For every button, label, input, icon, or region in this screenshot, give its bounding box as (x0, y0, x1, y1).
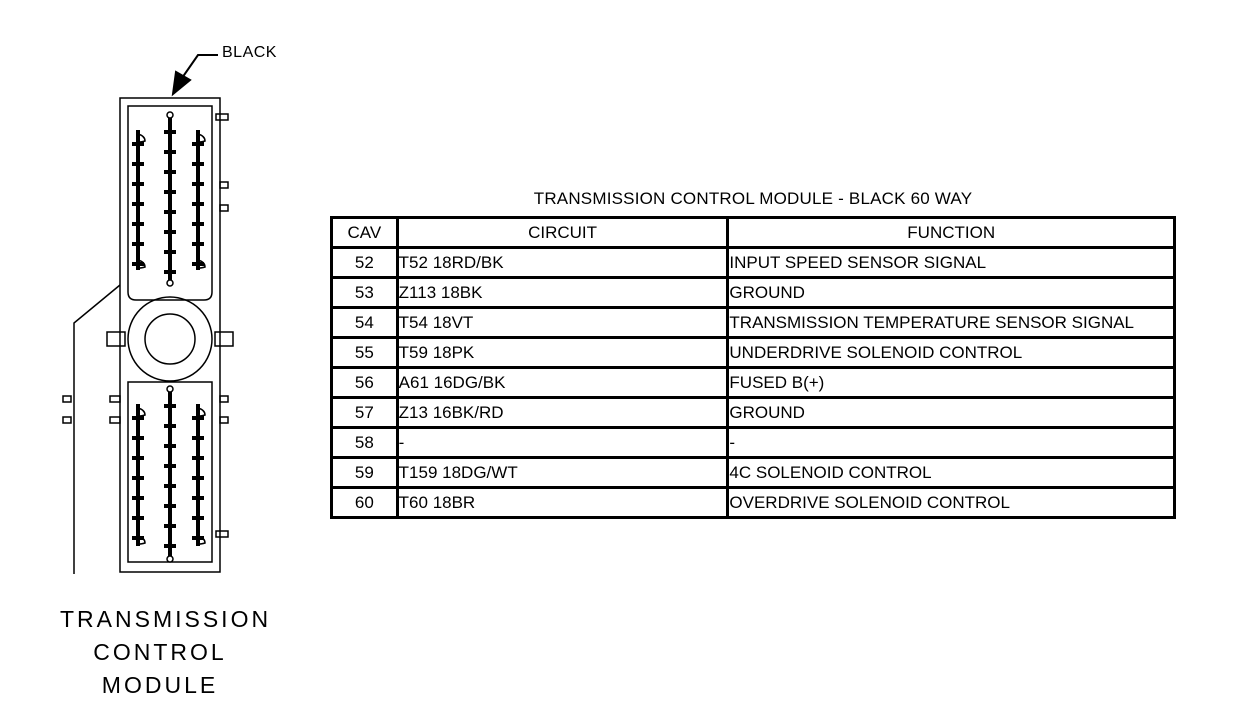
latch-tab (220, 417, 228, 423)
connector-flange (74, 285, 120, 574)
connector-name-line: MODULE (101, 672, 219, 698)
table-row (332, 398, 1175, 428)
header-function: FUNCTION (728, 218, 1175, 248)
latch-tab (110, 396, 120, 402)
cell-function: INPUT SPEED SENSOR SIGNAL (728, 248, 1175, 278)
center-bolt-outer (128, 297, 212, 381)
latch-tab (63, 396, 71, 402)
connector-name-line: CONTROL (93, 639, 227, 665)
latch-tab (216, 114, 228, 120)
cell-circuit: Z113 18BK (397, 278, 728, 308)
cell-circuit: T52 18RD/BK (397, 248, 728, 278)
latch-tab (63, 417, 71, 423)
cell-cav: 53 (332, 278, 398, 308)
cell-function: GROUND (728, 398, 1175, 428)
table-row (332, 338, 1175, 368)
cell-cav: 56 (332, 368, 398, 398)
pin-end (167, 280, 173, 286)
table-header-row (332, 218, 1175, 248)
latch-tab (110, 417, 120, 423)
connector-name (60, 603, 272, 702)
cell-function: OVERDRIVE SOLENOID CONTROL (728, 488, 1175, 518)
header-cav: CAV (332, 218, 398, 248)
boss-tab-left (107, 332, 125, 346)
center-bolt-inner (145, 314, 195, 364)
table-row (332, 248, 1175, 278)
pinout-table (330, 216, 1176, 519)
header-circuit: CIRCUIT (397, 218, 728, 248)
cell-function: TRANSMISSION TEMPERATURE SENSOR SIGNAL (728, 308, 1175, 338)
table-row (332, 308, 1175, 338)
cell-circuit: T159 18DG/WT (397, 458, 728, 488)
table-row (332, 488, 1175, 518)
cell-cav: 57 (332, 398, 398, 428)
connector-color-callout: BLACK (222, 44, 277, 61)
table-row (332, 428, 1175, 458)
cell-cav: 52 (332, 248, 398, 278)
pin-end (167, 386, 173, 392)
latch-tab (220, 396, 228, 402)
table-title: TRANSMISSION CONTROL MODULE - BLACK 60 WAY (533, 189, 973, 208)
cell-circuit: A61 16DG/BK (397, 368, 728, 398)
cell-cav: 58 (332, 428, 398, 458)
connector-name-line: TRANSMISSION (60, 606, 272, 632)
latch-tab (220, 182, 228, 188)
cell-function: UNDERDRIVE SOLENOID CONTROL (728, 338, 1175, 368)
cell-circuit: T59 18PK (397, 338, 728, 368)
cell-function: 4C SOLENOID CONTROL (728, 458, 1175, 488)
cell-cav: 59 (332, 458, 398, 488)
cell-cav: 54 (332, 308, 398, 338)
table-row (332, 458, 1175, 488)
cell-circuit: Z13 16BK/RD (397, 398, 728, 428)
cell-function: GROUND (728, 278, 1175, 308)
cell-circuit: - (397, 428, 728, 458)
cell-circuit: T60 18BR (397, 488, 728, 518)
callout-arrowhead (173, 72, 190, 94)
cell-function: - (728, 428, 1175, 458)
cell-function: FUSED B(+) (728, 368, 1175, 398)
cell-cav: 55 (332, 338, 398, 368)
pin-end (167, 112, 173, 118)
cell-cav: 60 (332, 488, 398, 518)
table-row (332, 368, 1175, 398)
latch-tab (220, 205, 228, 211)
boss-tab-right (215, 332, 233, 346)
cell-circuit: T54 18VT (397, 308, 728, 338)
latch-tab (216, 531, 228, 537)
pin-end (167, 556, 173, 562)
table-row (332, 278, 1175, 308)
callout-leader (182, 55, 218, 78)
